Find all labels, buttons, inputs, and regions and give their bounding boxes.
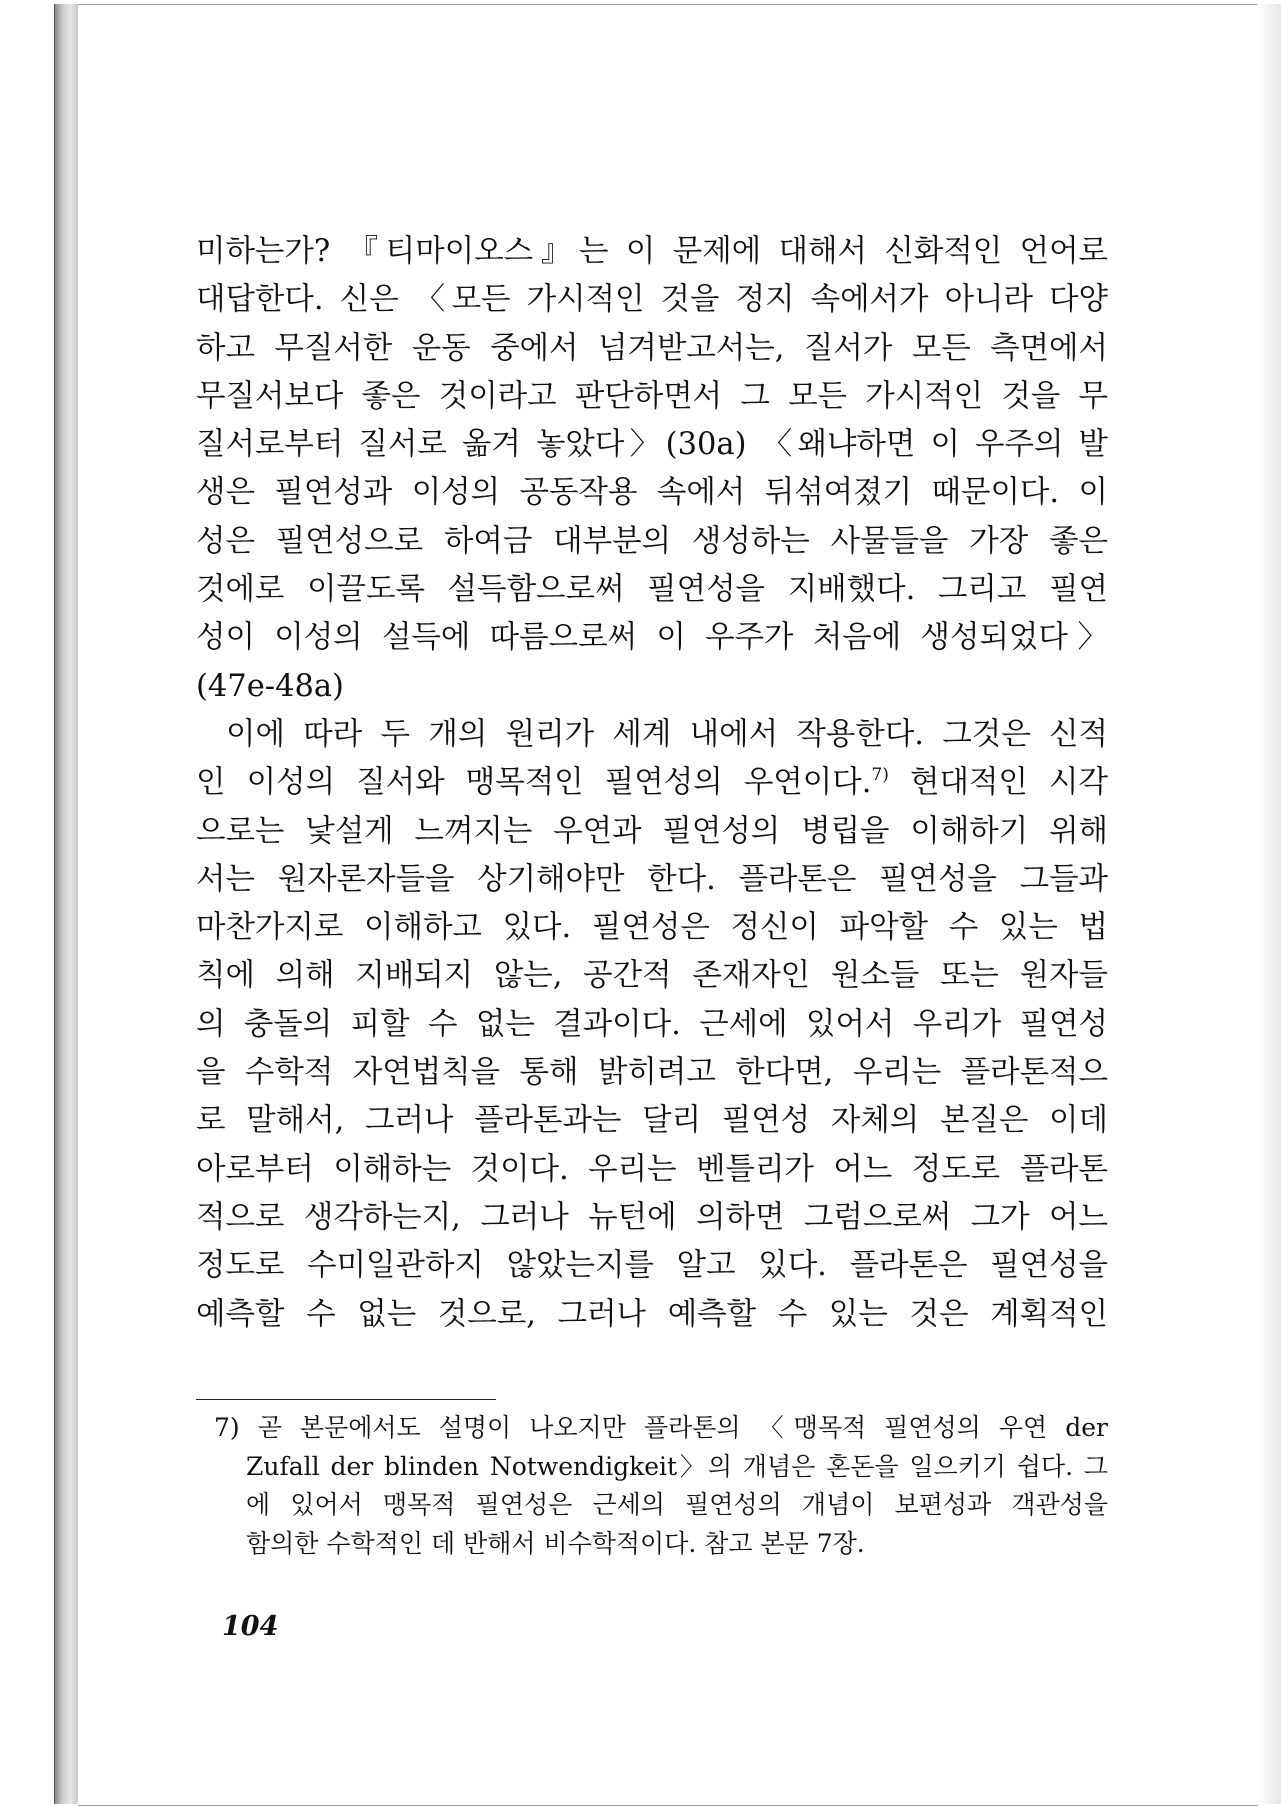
body-line: 성이 이성의 설득에 따름으로써 이 우주가 처음에 생성되었다〉 (196, 620, 1108, 656)
footnote (214, 1409, 1108, 1563)
page-number: 104 (222, 1611, 279, 1642)
body-line: 아로부터 이해하는 것이다. 우리는 벤틀리가 어느 정도로 플라톤 (196, 1151, 1108, 1187)
body-text (196, 228, 1108, 1339)
body-line: 칙에 의해 지배되지 않는, 공간적 존재자인 원소들 또는 원자들 (196, 958, 1108, 994)
footnote-line: 7) 곧 본문에서도 설명이 나오지만 플라톤의 〈맹목적 필연성의 우연 der (214, 1413, 1108, 1442)
body-line: 생은 필연성과 이성의 공동작용 속에서 뒤섞여졌기 때문이다. 이 (196, 475, 1108, 511)
body-line-text: 인 이성의 질서와 맹목적인 필연성의 우연이다. (196, 765, 872, 801)
footnote-line: 에 있어서 맹목적 필연성은 근세의 필연성의 개념이 보편성과 객관성을 (246, 1490, 1108, 1519)
body-line: 을 수학적 자연법칙을 통해 밝히려고 한다면, 우리는 플라톤적으 (196, 1055, 1108, 1091)
body-line: 마찬가지로 이해하고 있다. 필연성은 정신이 파악할 수 있는 법 (196, 910, 1108, 946)
footnote-ref: 7) (871, 765, 889, 786)
page-edge (1257, 4, 1281, 1804)
body-line-tail: 현대적인 시각 (910, 765, 1108, 801)
body-line: 질서로부터 질서로 옮겨 놓았다〉(30a) 〈왜냐하면 이 우주의 발 (196, 427, 1108, 463)
body-line-with-footnote (196, 759, 1108, 807)
body-line: 성은 필연성으로 하여금 대부분의 생성하는 사물들을 가장 좋은 (196, 523, 1108, 559)
body-line: 무질서보다 좋은 것이라고 판단하면서 그 모든 가시적인 것을 무 (196, 378, 1108, 414)
footnote-line: 함의한 수학적인 데 반해서 비수학적이다. 참고 본문 7장. (246, 1528, 865, 1558)
body-line: 적으로 생각하는지, 그러나 뉴턴에 의하면 그럼으로써 그가 어느 (196, 1199, 1108, 1235)
body-line: 예측할 수 없는 것으로, 그러나 예측할 수 있는 것은 계획적인 (196, 1296, 1108, 1332)
body-line: 정도로 수미일관하지 않았는지를 알고 있다. 플라톤은 필연성을 (196, 1248, 1108, 1284)
body-line: 로 말해서, 그러나 플라톤과는 달리 필연성 자체의 본질은 이데 (196, 1103, 1108, 1139)
body-line: 서는 원자론자들을 상기해야만 한다. 플라톤은 필연성을 그들과 (196, 861, 1108, 897)
body-line: 의 충돌의 피할 수 없는 결과이다. 근세에 있어서 우리가 필연성 (196, 1006, 1108, 1042)
body-line: 하고 무질서한 운동 중에서 넘겨받고서는, 질서가 모든 측면에서 (196, 330, 1108, 366)
body-line: (47e-48a) (196, 668, 344, 704)
footnote-line: Zufall der blinden Notwendigkeit〉의 개념은 혼돈을 일으키기 쉽다. 그 (246, 1451, 1108, 1481)
body-line: 미하는가? 『티마이오스』는 이 문제에 대해서 신화적인 언어로 (196, 234, 1108, 269)
body-line: 것에로 이끌도록 설득함으로써 필연성을 지배했다. 그리고 필연 (196, 572, 1108, 608)
body-line: 이에 따라 두 개의 원리가 세계 내에서 작용한다. 그것은 신적 (226, 716, 1108, 752)
footnote-separator (196, 1399, 496, 1400)
body-line: 으로는 낯설게 느껴지는 우연과 필연성의 병립을 이해하기 위해 (196, 813, 1108, 849)
book-spine (54, 4, 81, 1804)
body-line: 대답한다. 신은 〈모든 가시적인 것을 정지 속에서가 아니라 다양 (196, 282, 1108, 318)
